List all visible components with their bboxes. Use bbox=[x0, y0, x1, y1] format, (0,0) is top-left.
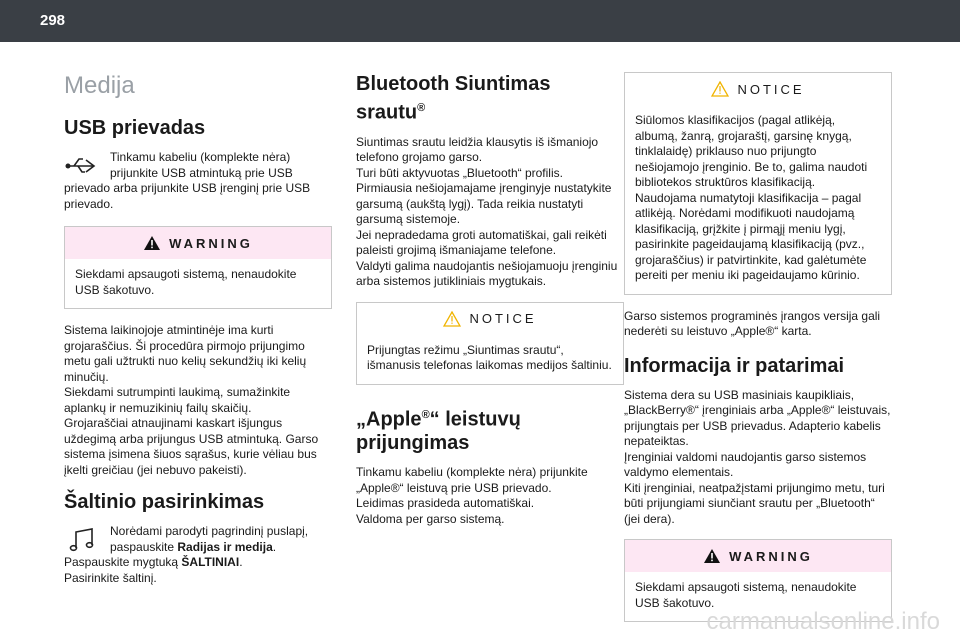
notice-line: grojaraščius) ir patvirtinkite, kad galėtumėte bbox=[635, 252, 867, 267]
info-line: Įrenginiai valdomi naudojantis garso sistemos bbox=[624, 449, 867, 464]
apple-line: „Apple®“ leistuvą prie USB prievado. bbox=[356, 480, 552, 495]
usb-text-line: Tinkamu kabeliu (komplekte nėra) bbox=[110, 150, 291, 164]
apple-paragraph bbox=[356, 465, 624, 527]
source-heading: Šaltinio pasirinkimas bbox=[64, 491, 265, 513]
column-middle bbox=[356, 72, 624, 527]
bluetooth-heading bbox=[356, 72, 624, 125]
registered-mark: ® bbox=[421, 408, 430, 421]
radio-media-label: Radijas ir medija bbox=[177, 539, 273, 554]
apple-heading-text: „Apple bbox=[356, 408, 422, 431]
notice-body bbox=[357, 335, 623, 384]
notice-line: klasifikaciją, grįžkite į pirmąjį meniu lygį, bbox=[635, 221, 846, 236]
notice-line: nešiojamojo įrenginio. Be to, galima naudoti bbox=[635, 159, 868, 174]
notice-line: tinklalaidę) priklauso nuo prijungto bbox=[635, 144, 817, 158]
usb-text-line: prijunkite USB atmintuką prie USB bbox=[110, 165, 293, 180]
bluetooth-line: telefono grojamo garso. bbox=[356, 150, 483, 165]
warning-header bbox=[625, 540, 891, 572]
software-line: nederėti su leistuvo „Apple®“ karta. bbox=[624, 324, 812, 338]
usb-text-line: prievado arba prijunkite USB įrenginį prie USB bbox=[64, 181, 311, 195]
notice-header bbox=[357, 303, 623, 335]
notice-line: pasirinkite pageidaujamą klasifikaciją (pvz., bbox=[635, 237, 865, 251]
warning-triangle-icon bbox=[703, 548, 721, 564]
page-number: 298 bbox=[40, 12, 66, 29]
info-line: valdymo elementais. bbox=[624, 465, 734, 479]
section-title: Medija bbox=[64, 72, 135, 99]
warning-line: USB šakotuvo. bbox=[75, 282, 155, 297]
software-paragraph bbox=[624, 309, 892, 340]
info-paragraph bbox=[624, 388, 892, 528]
system-line: sistema įsimena šiuos sąrašus, kurie vėliau bus bbox=[64, 447, 317, 461]
warning-triangle-icon bbox=[143, 235, 161, 251]
usb-text-line: prievado. bbox=[64, 196, 114, 211]
info-heading: Informacija ir patarimai bbox=[624, 354, 845, 377]
music-note-icon bbox=[64, 526, 100, 554]
notice-line: Siūlomos klasifikacijos (pagal atlikėją, bbox=[635, 113, 836, 127]
notice-box bbox=[356, 302, 624, 385]
warning-title: WARNING bbox=[169, 235, 253, 251]
usb-paragraph bbox=[64, 150, 332, 212]
system-line: Grojaraščiai atnaujinami kaskart išjungus bbox=[64, 416, 283, 430]
source-line bbox=[110, 540, 332, 556]
watermark: carmanualsonline.info bbox=[706, 608, 940, 635]
bluetooth-line: garsumą sistemoje. bbox=[356, 212, 461, 227]
info-line: Sistema dera su USB masiniais kaupikliais, bbox=[624, 387, 855, 402]
source-line bbox=[64, 555, 332, 571]
notice-title: NOTICE bbox=[737, 81, 805, 97]
notice-line: bibliotekos struktūros klasifikaciją. bbox=[635, 175, 816, 189]
notice-line: albumą, žanrą, grojaraštį, garsinę knygą, bbox=[635, 128, 852, 143]
system-line: minučių. bbox=[64, 369, 109, 384]
notice-box bbox=[624, 72, 892, 295]
warning-box bbox=[64, 226, 332, 309]
warning-line: Siekdami apsaugoti sistemą, nenaudokite bbox=[75, 267, 297, 281]
system-line: grojaraščius. Ši procedūra pirmojo prijungimo bbox=[64, 338, 305, 353]
info-line: (jei dera). bbox=[624, 511, 675, 526]
system-line: aplankų ir nemuzikinių failų skaičių. bbox=[64, 400, 252, 415]
system-line: metu gali užtrukti nuo kelių sekundžių iki kelių bbox=[64, 354, 307, 368]
usb-icon bbox=[64, 152, 100, 180]
info-line: prijungtais per USB prievadus. Adapterio kabelis bbox=[624, 418, 881, 433]
apple-line: Tinkamu kabeliu (komplekte nėra) prijunkite bbox=[356, 465, 588, 480]
notice-line: išmanusis telefonas laikomas medijos šaltiniu. bbox=[367, 358, 612, 373]
notice-triangle-icon bbox=[711, 81, 729, 97]
bluetooth-line: Turi būti aktyvuotas „Bluetooth“ profilis. bbox=[356, 165, 563, 180]
column-right bbox=[624, 62, 892, 636]
source-text: . bbox=[272, 539, 277, 554]
info-line: Kiti įrenginiai, neatpažįstami prijungimo metu, turi bbox=[624, 480, 885, 495]
info-line: būti prijungiami siunčiant srautu per „Bluetooth“ bbox=[624, 496, 875, 510]
system-line: Siekdami sutrumpinti laukimą, sumažinkite bbox=[64, 385, 291, 399]
warning-line: USB šakotuvo. bbox=[635, 595, 715, 610]
registered-mark: ® bbox=[417, 102, 426, 114]
warning-header bbox=[65, 227, 331, 259]
notice-triangle-icon bbox=[443, 311, 461, 327]
bluetooth-line: arba sistemos jutikliniais mygtukais. bbox=[356, 274, 547, 289]
bluetooth-heading-text: Bluetooth Siuntimas srautu bbox=[356, 73, 551, 124]
apple-heading bbox=[356, 403, 624, 456]
software-line: Garso sistemos programinės įrangos versija gali bbox=[624, 308, 881, 323]
notice-header bbox=[625, 73, 891, 105]
top-bar bbox=[0, 0, 960, 42]
notice-body bbox=[625, 105, 891, 294]
column-left bbox=[64, 58, 332, 586]
apple-line: Leidimas prasideda automatiškai. bbox=[356, 496, 535, 511]
bluetooth-line: garsumą (aukštą lygį). Tada reikia nustatyti bbox=[356, 196, 584, 211]
usb-heading: USB prievadas bbox=[64, 117, 206, 139]
bluetooth-line: Valdyti galima naudojantis nešiojamuoju įrenginiu bbox=[356, 258, 618, 273]
info-line: nepateiktas. bbox=[624, 434, 689, 448]
source-text: Paspauskite mygtuką bbox=[64, 555, 182, 569]
system-line: Sistema laikinojoje atmintinėje ima kurti bbox=[64, 323, 274, 337]
bluetooth-paragraph bbox=[356, 135, 624, 290]
notice-line: atlikėją. Norėdami modifikuoti naudojamą bbox=[635, 206, 855, 220]
source-text: . bbox=[239, 555, 243, 569]
notice-line: Prijungtas režimu „Siuntimas srautu“, bbox=[367, 342, 564, 357]
system-paragraph bbox=[64, 323, 332, 478]
system-line: įkelti greičiau (jei nebuvo pakeisti). bbox=[64, 462, 247, 477]
source-text: paspauskite bbox=[110, 539, 178, 554]
notice-title: NOTICE bbox=[469, 311, 537, 327]
warning-title: WARNING bbox=[729, 548, 813, 564]
source-line: Norėdami parodyti pagrindinį puslapį, bbox=[110, 524, 309, 538]
apple-line: Valdoma per garso sistemą. bbox=[356, 511, 505, 526]
apple-heading-text: “ leistuvų bbox=[429, 408, 521, 431]
notice-line: pereiti per meniu iki pageidaujamo kūrinio. bbox=[635, 268, 860, 282]
apple-heading-text: prijungimas bbox=[356, 432, 470, 455]
notice-line: Naudojama numatytoji klasifikacija – pagal bbox=[635, 190, 862, 205]
bluetooth-line: Siuntimas srautu leidžia klausytis iš išmaniojo bbox=[356, 134, 599, 149]
source-paragraph bbox=[64, 524, 332, 586]
source-line: Pasirinkite šaltinį. bbox=[64, 570, 157, 585]
warning-body bbox=[65, 259, 331, 308]
bluetooth-line: paleisti grojimą išmaniajame telefone. bbox=[356, 243, 557, 258]
bluetooth-line: Pirmiausia nešiojamajame įrenginyje nustatykite bbox=[356, 181, 612, 196]
system-line: uždegimą arba prijungus USB atmintuką. Garso bbox=[64, 431, 319, 446]
bluetooth-line: Jei nepradedama groti automatiškai, gali reikėti bbox=[356, 227, 607, 242]
sources-label: ŠALTINIAI bbox=[181, 555, 240, 569]
warning-line: Siekdami apsaugoti sistemą, nenaudokite bbox=[635, 580, 857, 594]
info-line: „BlackBerry®“ įrenginiais arba „Apple®“ leistuvais, bbox=[624, 403, 891, 417]
